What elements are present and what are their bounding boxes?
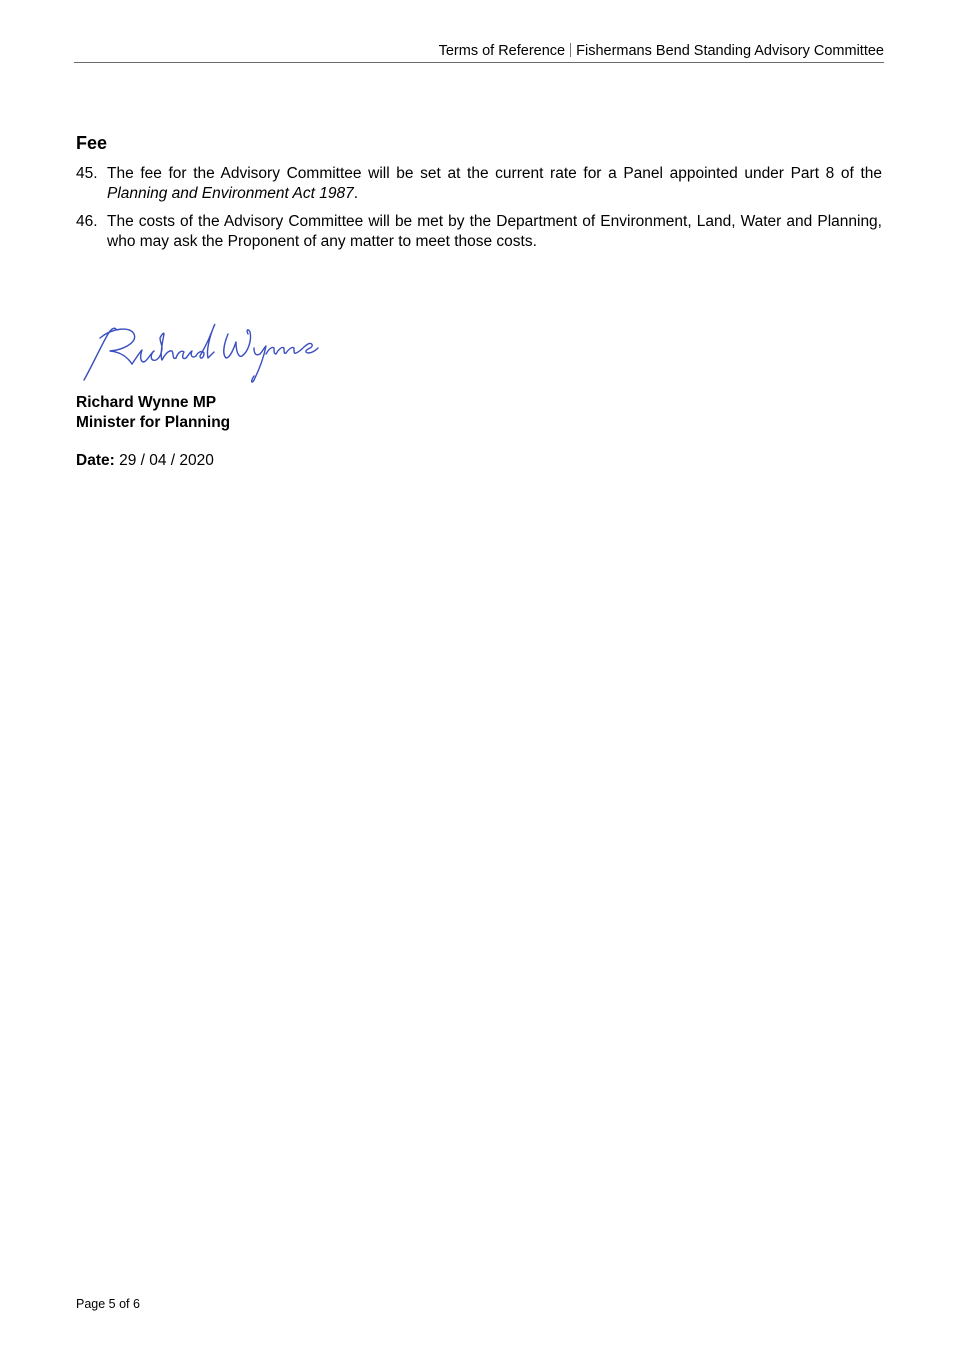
- clause-text: [107, 165, 882, 202]
- clause-list: [76, 164, 882, 260]
- clause-text: The costs of the Advisory Committee will be met by the Department of Environment, Land, Water and Planning, who may ask the Proponent of any matter to meet those costs.: [107, 213, 882, 250]
- clause-number: 45.: [76, 165, 98, 182]
- date-value: 29 / 04 / 2020: [119, 452, 214, 469]
- date-line: [76, 451, 214, 471]
- date-label: Date:: [76, 452, 115, 469]
- signatory-block: [76, 393, 230, 432]
- clause-text-part: The fee for the Advisory Committee will be set at the current rate for a Panel appointed under Part 8 of the: [107, 165, 882, 182]
- header-rule: [74, 62, 884, 63]
- handwritten-signature: [78, 318, 328, 388]
- header-separator: [570, 43, 571, 57]
- signatory-title: Minister for Planning: [76, 413, 231, 431]
- clause-number: 46.: [76, 213, 98, 230]
- act-title: Planning and Environment Act 1987: [107, 184, 354, 202]
- clause-46: [76, 212, 882, 251]
- header-document-type: Terms of Reference: [438, 43, 566, 59]
- clause-45: [76, 164, 882, 203]
- page-number: Page 5 of 6: [76, 1297, 140, 1311]
- running-header: [74, 42, 884, 60]
- clause-text-part: .: [353, 184, 359, 202]
- signatory-name: Richard Wynne MP: [76, 394, 217, 411]
- header-committee-name: Fishermans Bend Standing Advisory Committee: [576, 43, 884, 59]
- section-heading: Fee: [76, 133, 108, 153]
